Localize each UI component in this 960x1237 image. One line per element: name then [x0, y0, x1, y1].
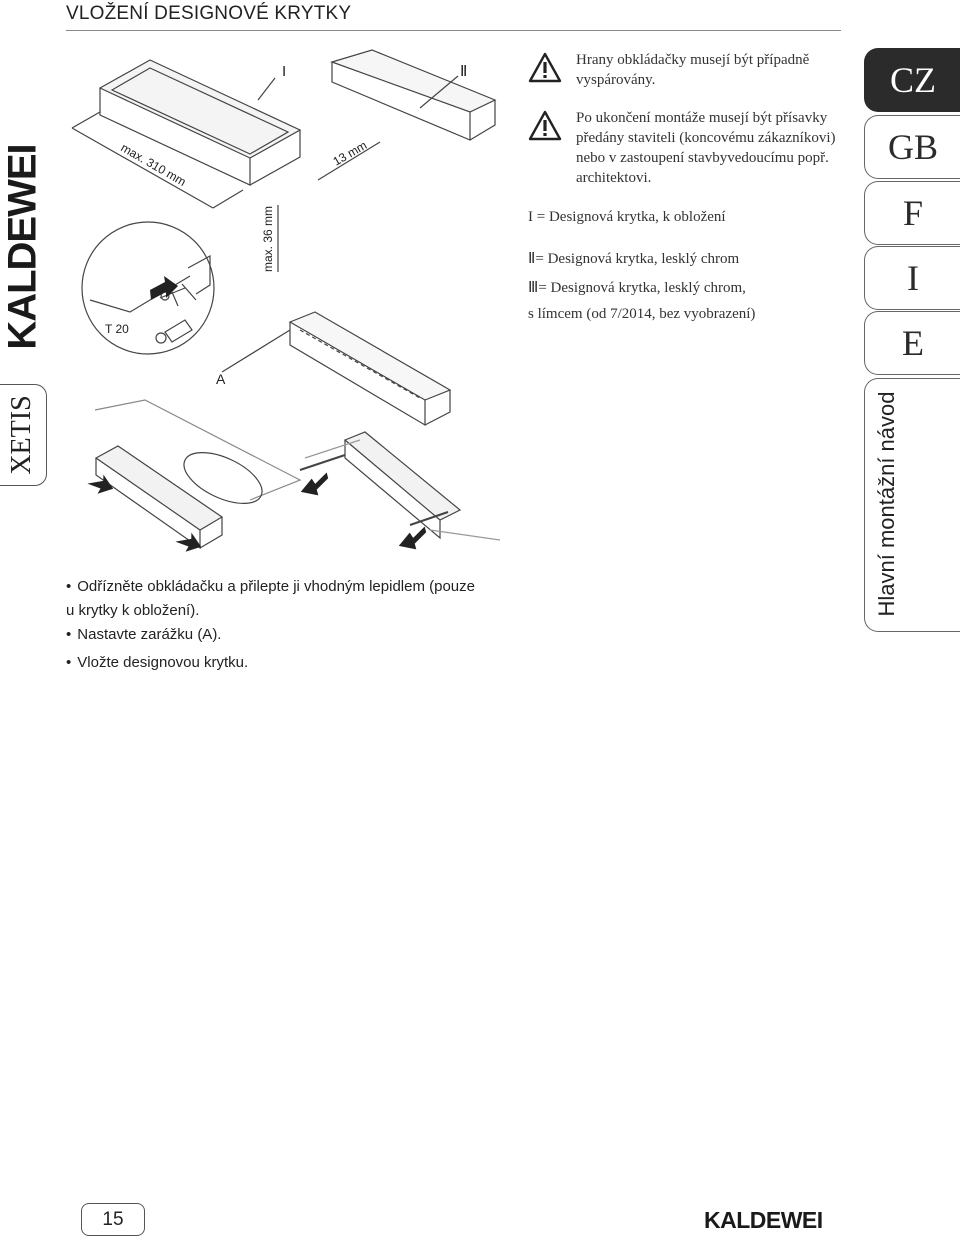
stop-label: A	[216, 371, 226, 387]
lang-tab-f[interactable]: F	[864, 181, 960, 245]
title-divider	[66, 30, 841, 31]
warning-text: Po ukončení montáže musejí být přísavky předány staviteli (koncovému zákazníkovi) nebo v zastoupení stavbyvedoucímu popř. architektovi.	[576, 110, 836, 186]
legend-item: Ⅱ= Designová krytka, lesklý chrom	[528, 251, 740, 267]
label-cover-I: I	[282, 63, 287, 80]
manual-tab[interactable]: Hlavní montážní návod	[864, 378, 960, 632]
lang-tab-gb[interactable]: GB	[864, 115, 960, 179]
warning-triangle-icon	[528, 110, 562, 142]
dim-height-label: max. 36 mm	[261, 205, 275, 272]
legend-item: Ⅲ= Designová krytka, lesklý chrom,	[528, 280, 746, 296]
warning-note	[528, 50, 848, 90]
dim-depth-label: 13 mm	[330, 138, 370, 169]
label-cover-II: Ⅱ	[460, 63, 468, 80]
instruction-bullet: • Nastavte zarážku (A).	[66, 623, 486, 647]
instruction-bullet: • Vložte designovou krytku.	[66, 651, 486, 675]
lang-tab-e[interactable]: E	[864, 311, 960, 375]
brand-logo-footer: KALDEWEI	[704, 1207, 823, 1233]
legend-item: s límcem (od 7/2014, bez vyobrazení)	[528, 306, 756, 322]
lang-tab-i[interactable]: I	[864, 246, 960, 310]
page-title: VLOŽENÍ DESIGNOVÉ KRYTKY	[66, 3, 352, 24]
instruction-bullet: • Odřízněte obkládačku a přilepte ji vhodným lepidlem (pouze u krytky k obložení).	[66, 575, 486, 623]
legend-item: I = Designová krytka, k obložení	[528, 209, 726, 225]
product-tab: XETIS	[0, 384, 47, 486]
warning-triangle-icon	[528, 52, 562, 84]
dim-length-label: max. 310 mm	[118, 140, 189, 189]
lang-tab-cz[interactable]: CZ	[864, 48, 960, 112]
warning-note	[528, 108, 848, 188]
installation-illustration	[60, 40, 520, 560]
tool-label: T 20	[105, 322, 129, 336]
page-number: 15	[81, 1203, 145, 1236]
warning-text: Hrany obkládačky musejí být případně vyspárovány.	[576, 52, 810, 88]
brand-logo-vertical: KALDEWEI	[0, 144, 45, 350]
